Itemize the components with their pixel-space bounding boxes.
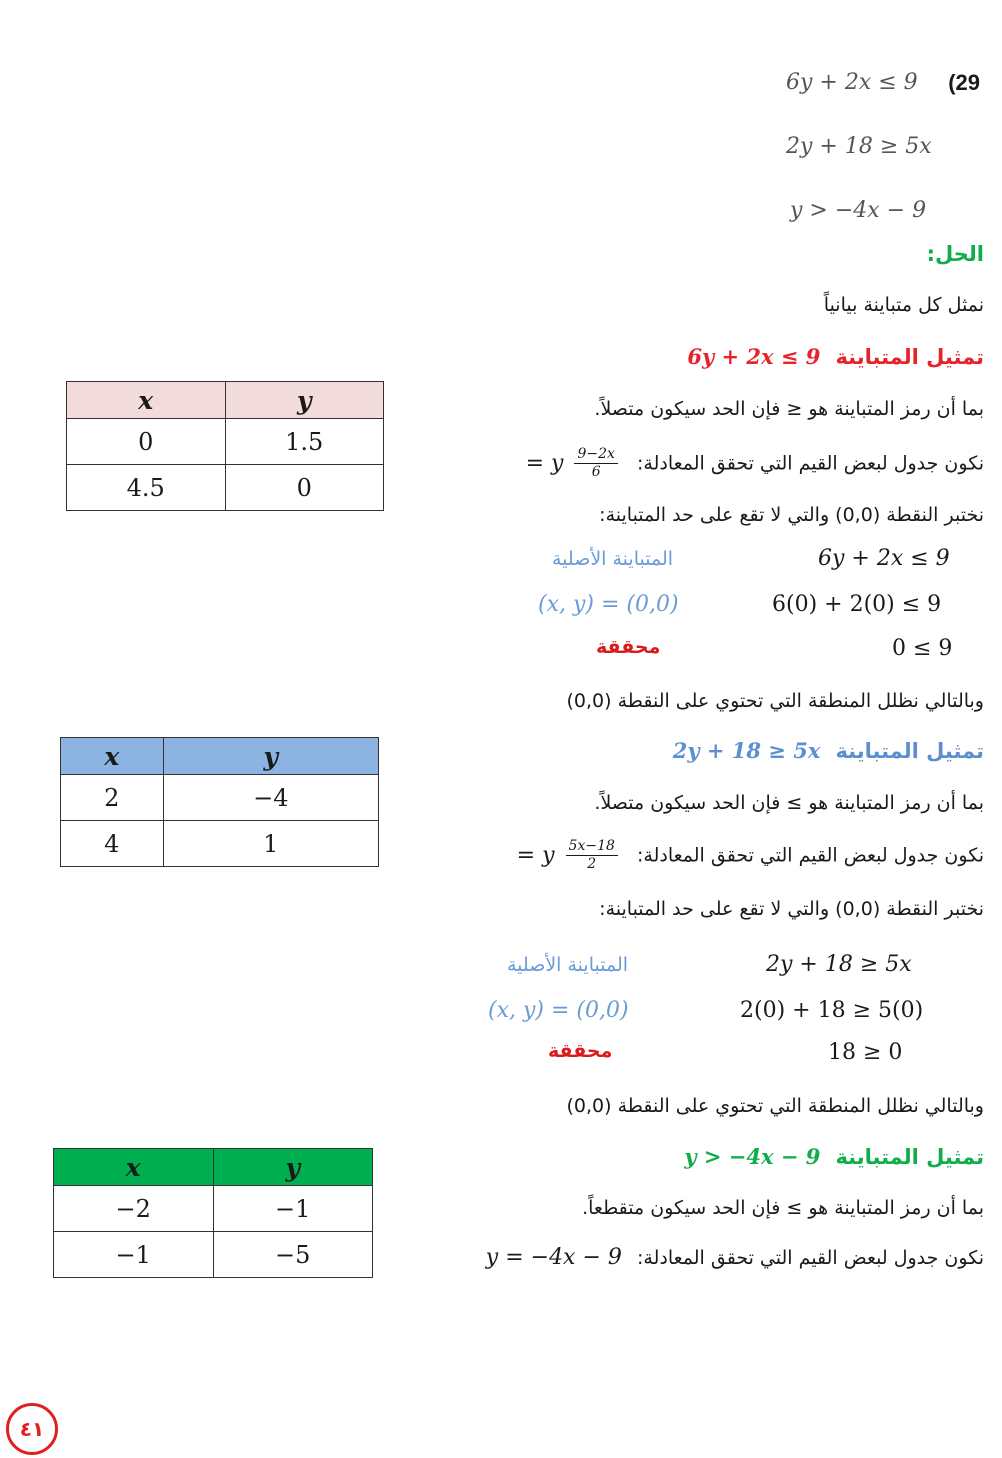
section-2-boundary: بما أن رمز المتباينة هو ≥ فإن الحد سيكون متصلاً.: [594, 792, 984, 814]
intro-text: نمثل كل متباينة بيانياً: [823, 294, 984, 316]
table-cell: −5: [213, 1232, 373, 1278]
section-1-boundary: بما أن رمز المتباينة هو ≤ فإن الحد سيكون متصلاً.: [594, 398, 984, 420]
section-3-boundary: بما أن رمز المتباينة هو ≥ فإن الحد سيكون متقطعاً.: [582, 1197, 984, 1219]
table-cell: 0: [67, 419, 226, 465]
section-1-result-expr: 0 ≤ 9: [892, 636, 953, 661]
section-2-result-label: محققة: [548, 1040, 613, 1062]
section-2-conclusion: وبالتالي نظلل المنطقة التي تحتوي على النقطة (0,0): [566, 1095, 984, 1117]
page-number-badge: [6, 1403, 58, 1455]
section-2-original-expr: 2y + 18 ≥ 5x: [766, 952, 912, 977]
table-cell: 4.5: [67, 465, 226, 511]
table-cell: −2: [54, 1186, 214, 1232]
section-2-result-expr: 18 ≥ 0: [828, 1040, 903, 1065]
section-1-table-intro: نكون جدول لبعض القيم التي تحقق المعادلة: $\frac{9-2x}{6}$ y =: [525, 446, 984, 480]
problem-line-2: 2y + 18 ≥ 5x: [786, 134, 932, 159]
section-3-table-intro: نكون جدول لبعض القيم التي تحقق المعادلة: y = −4x − 9: [485, 1245, 984, 1270]
table-cell: 1: [163, 821, 378, 867]
section-3-table: [53, 1148, 373, 1278]
table-cell: 1.5: [225, 419, 384, 465]
table-cell: −1: [54, 1232, 214, 1278]
section-2-title: تمثيل المتباينة 2y + 18 ≥ 5x: [672, 738, 984, 763]
problem-number: (29: [948, 70, 980, 95]
section-2-original-label: المتباينة الأصلية: [507, 954, 629, 976]
section-2-table-intro: نكون جدول لبعض القيم التي تحقق المعادلة: $\frac{5x-18}{2}$ y =: [516, 838, 984, 872]
table-header-y: y: [225, 382, 384, 419]
section-1-original-label: المتباينة الأصلية: [552, 548, 674, 570]
table-cell: 2: [61, 775, 164, 821]
section-1-point: (x, y) = (0,0): [538, 592, 679, 617]
section-1-table: [66, 381, 384, 511]
section-1-test-intro: نختبر النقطة (0,0) والتي لا تقع على حد المتباينة:: [599, 504, 984, 526]
table-header-y: y: [163, 738, 378, 775]
section-1-result-label: محققة: [596, 636, 661, 658]
solution-label: الحل:: [926, 242, 984, 266]
section-2-table: [60, 737, 379, 867]
section-2-substituted: 2(0) + 18 ≥ 5(0): [740, 998, 924, 1023]
section-2-point: (x, y) = (0,0): [488, 998, 629, 1023]
section-1-title: تمثيل المتباينة 6y + 2x ≤ 9: [687, 344, 984, 369]
page-number: ٤١: [19, 1417, 45, 1441]
table-cell: −1: [213, 1186, 373, 1232]
section-1-conclusion: وبالتالي نظلل المنطقة التي تحتوي على النقطة (0,0): [566, 690, 984, 712]
table-header-y: y: [213, 1149, 373, 1186]
section-3-title: تمثيل المتباينة y > −4x − 9: [684, 1144, 984, 1169]
table-header-x: x: [61, 738, 164, 775]
problem-line-3: y > −4x − 9: [790, 198, 927, 223]
problem-line-1: 6y + 2x ≤ 9: [786, 70, 918, 95]
table-header-x: x: [54, 1149, 214, 1186]
section-1-original-expr: 6y + 2x ≤ 9: [818, 546, 950, 571]
table-cell: −4: [163, 775, 378, 821]
section-1-substituted: 6(0) + 2(0) ≤ 9: [772, 592, 942, 617]
table-cell: 0: [225, 465, 384, 511]
section-2-test-intro: نختبر النقطة (0,0) والتي لا تقع على حد المتباينة:: [599, 898, 984, 920]
table-header-x: x: [67, 382, 226, 419]
table-cell: 4: [61, 821, 164, 867]
